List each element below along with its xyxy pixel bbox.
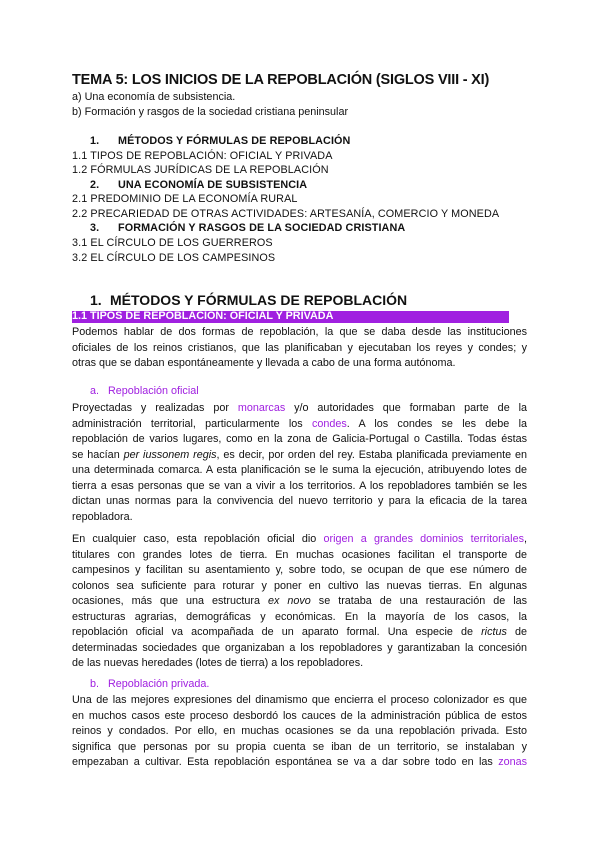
italic-term: per iussonem regis bbox=[123, 448, 217, 461]
text-line: otras que se daban espontáneamente y llevada a cabo de una forma autónoma. bbox=[72, 357, 456, 369]
text-line bbox=[72, 417, 527, 433]
text-run: empezaban a cultivar. Esta repoblación espontánea se va a dar sobre todo en las bbox=[72, 756, 499, 768]
text-line: colonos sea suficiente para roturar y poner en cultivo las nuevas tierras. En algunas bbox=[72, 579, 527, 592]
text-line: reinos y condados. Por ello, en muchas ocasiones se da una repoblación privada. Esto bbox=[72, 725, 527, 737]
text-run: de bbox=[506, 626, 527, 638]
paragraph-intro bbox=[72, 325, 527, 372]
text-line: campesinos y facilitan su asentamiento y, sobre todo, se ocupan de que ese número de bbox=[72, 564, 527, 576]
text-run: administración territorial, particularmente los bbox=[72, 417, 312, 430]
text-run: se trataba de una restauración de las bbox=[310, 595, 527, 607]
highlight-term: origen a grandes dominios territoriales bbox=[323, 533, 524, 545]
text-line: Podemos hablar de dos formas de repoblación, la que se daba desde las instituciones bbox=[72, 326, 527, 338]
toc-item-3-2: 3.2 EL CÍRCULO DE LOS CAMPESINOS bbox=[72, 252, 276, 264]
paragraph-dominions bbox=[72, 532, 527, 672]
subheading-a-label: Repoblación oficial bbox=[108, 385, 199, 397]
document-title: TEMA 5: LOS INICIOS DE LA REPOBLACIÓN (SIGLOS VIII - XI) bbox=[72, 72, 490, 88]
text-run: , bbox=[523, 533, 527, 545]
paragraph-private bbox=[72, 693, 527, 771]
text-line: significa que personas por su propia cuenta se iban de un territorio, se instalaban y bbox=[72, 740, 527, 753]
text-line bbox=[72, 401, 527, 417]
section-number: 1. bbox=[90, 292, 102, 308]
text-line: dictan unas normas para la convivencia del nuevo territorio y para la eficacia de la tarea bbox=[72, 495, 527, 507]
highlight-term: monarcas bbox=[237, 402, 286, 414]
subsection-title: 1.1 TIPOS DE REPOBLACIÓN: OFICIAL Y PRIVADA bbox=[72, 310, 334, 322]
text-line: tierra a esas personas que se van a vivir a los territorios. A los repobladores también se les bbox=[72, 479, 527, 492]
text-line: titulares con grandes lotes de tierra. En muchas ocasiones facilitan el transporte de bbox=[72, 548, 527, 561]
intro-item-b: b) Formación y rasgos de la sociedad cristiana peninsular bbox=[72, 106, 349, 118]
text-run: repoblación oficial va acompañada de un aparato formal. Una especie de bbox=[72, 626, 482, 638]
toc-heading-2-number: 2. bbox=[90, 179, 100, 191]
subheading-a-number: a. bbox=[90, 385, 100, 397]
text-run: se hacían bbox=[72, 448, 124, 461]
toc-heading-3-number: 3. bbox=[90, 222, 100, 234]
toc-heading-1-number: 1. bbox=[90, 135, 100, 147]
text-line: de las nuevas heredades (lotes de tierra) a los repobladores. bbox=[72, 657, 364, 669]
toc-item-3-1: 3.1 EL CÍRCULO DE LOS GUERREROS bbox=[72, 237, 273, 249]
toc-item-2-1: 2.1 PREDOMINIO DE LA ECONOMÍA RURAL bbox=[72, 193, 298, 205]
text-line bbox=[72, 532, 527, 548]
text-line bbox=[72, 755, 527, 771]
text-line: Una de las mejores expresiones del dinamismo que encierra el proceso colonizador es que bbox=[72, 694, 527, 706]
subheading-b-label: Repoblación privada. bbox=[108, 678, 210, 690]
text-run: . A los condes se les debe la bbox=[346, 417, 527, 430]
text-line: repoblación de varios lugares, como en la zona de Galicia-Portugal o Castilla. Todas éstas bbox=[72, 433, 527, 445]
toc-item-2-2: 2.2 PRECARIEDAD DE OTRAS ACTIVIDADES: ARTESANÍA, COMERCIO Y MONEDA bbox=[72, 208, 500, 220]
text-run: y/o autoridades que formaban parte de la bbox=[285, 402, 527, 414]
text-line: repobladora. bbox=[72, 510, 133, 523]
highlight-term: zonas bbox=[498, 756, 527, 768]
toc-item-1-2: 1.2 FÓRMULAS JURÍDICAS DE LA REPOBLACIÓN bbox=[72, 164, 329, 176]
text-line bbox=[72, 448, 527, 464]
section-title bbox=[90, 292, 407, 308]
toc-item-1-1: 1.1 TIPOS DE REPOBLACIÓN: OFICIAL Y PRIVADA bbox=[72, 150, 333, 162]
toc-heading-1-label: MÉTODOS Y FÓRMULAS DE REPOBLACIÓN bbox=[118, 135, 351, 147]
toc-heading-3-label: FORMACIÓN Y RASGOS DE LA SOCIEDAD CRISTIANA bbox=[118, 222, 406, 234]
intro-item-a: a) Una economía de subsistencia. bbox=[72, 91, 236, 103]
text-run: Proyectadas y realizadas por bbox=[72, 402, 238, 414]
text-run: ocasiones, más que una estructura bbox=[72, 595, 268, 607]
toc-heading-2-label: UNA ECONOMÍA DE SUBSISTENCIA bbox=[118, 179, 308, 191]
text-line bbox=[72, 625, 527, 641]
text-line bbox=[72, 594, 527, 610]
section-title-text: MÉTODOS Y FÓRMULAS DE REPOBLACIÓN bbox=[110, 292, 408, 308]
text-line: determinadas sociedades que organizaban a los repobladores y garantizaban la concesión bbox=[72, 641, 527, 654]
toc-heading-1 bbox=[90, 135, 350, 147]
text-line: estructuras agrarias, demográficas y económicas. En la mayoría de los casos, la bbox=[72, 610, 527, 623]
text-line: oficiales de los reinos cristianos, que las planificaban y ejecutaban los reyes y condes; y bbox=[72, 341, 527, 354]
paragraph-official bbox=[72, 401, 527, 525]
text-line: una determinada comarca. A esta planificación se le suma la ejecución, atribuyendo lotes de bbox=[72, 464, 527, 476]
italic-term: ex novo bbox=[268, 595, 311, 607]
toc-heading-3 bbox=[90, 222, 405, 234]
highlight-term: condes bbox=[311, 417, 347, 430]
toc-heading-2 bbox=[90, 179, 307, 191]
italic-term: rictus bbox=[481, 626, 507, 638]
text-run: , es decir, por orden del rey. Estaba planificada previamente en bbox=[216, 448, 527, 461]
text-line: en muchos casos este proceso desbordó los cauces de la administración pública de estos bbox=[72, 709, 527, 722]
subheading-a bbox=[90, 385, 199, 397]
text-run: En cualquier caso, esta repoblación oficial dio bbox=[72, 533, 324, 545]
subheading-b bbox=[90, 678, 209, 690]
subheading-b-number: b. bbox=[90, 678, 100, 690]
